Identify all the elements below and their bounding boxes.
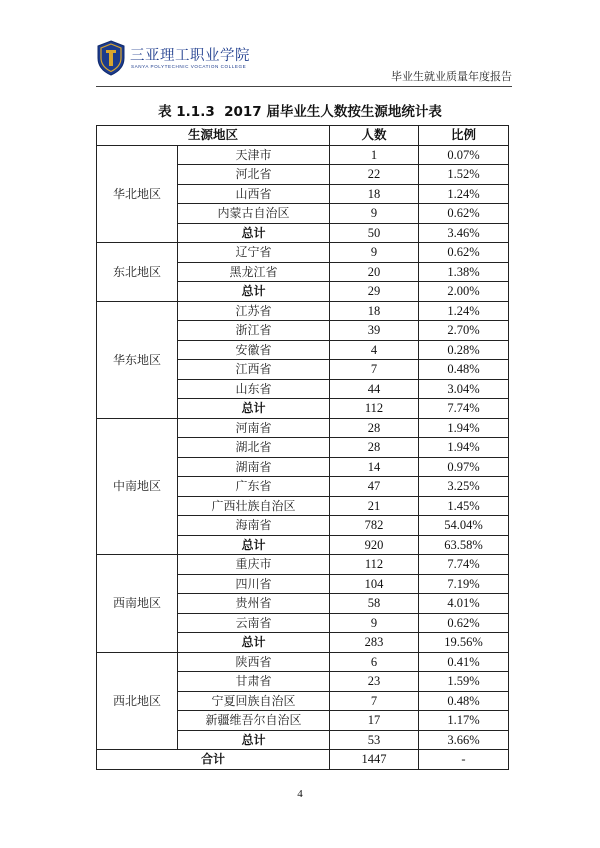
subtotal-ratio: 3.46% bbox=[419, 223, 509, 243]
header-divider bbox=[96, 86, 512, 87]
graduate-ratio: 1.94% bbox=[419, 438, 509, 458]
province-name: 江西省 bbox=[178, 360, 330, 380]
graduate-ratio: 0.07% bbox=[419, 145, 509, 165]
subtotal-count: 283 bbox=[330, 633, 419, 653]
province-name: 浙江省 bbox=[178, 321, 330, 341]
subtotal-ratio: 7.74% bbox=[419, 399, 509, 419]
region-name: 华东地区 bbox=[97, 301, 178, 418]
province-name: 湖南省 bbox=[178, 457, 330, 477]
province-name: 海南省 bbox=[178, 516, 330, 536]
province-name: 天津市 bbox=[178, 145, 330, 165]
graduate-count: 4 bbox=[330, 340, 419, 360]
graduate-count: 20 bbox=[330, 262, 419, 282]
subtotal-count: 50 bbox=[330, 223, 419, 243]
table-row bbox=[97, 145, 509, 165]
region-name: 华北地区 bbox=[97, 145, 178, 243]
graduate-ratio: 1.52% bbox=[419, 165, 509, 185]
province-name: 山西省 bbox=[178, 184, 330, 204]
graduate-count: 9 bbox=[330, 243, 419, 263]
province-name: 内蒙古自治区 bbox=[178, 204, 330, 224]
province-name: 贵州省 bbox=[178, 594, 330, 614]
graduate-count: 9 bbox=[330, 613, 419, 633]
graduate-ratio: 1.17% bbox=[419, 711, 509, 731]
graduate-count: 47 bbox=[330, 477, 419, 497]
graduate-ratio: 0.97% bbox=[419, 457, 509, 477]
graduate-count: 21 bbox=[330, 496, 419, 516]
province-name: 河北省 bbox=[178, 165, 330, 185]
graduate-count: 28 bbox=[330, 418, 419, 438]
province-name: 山东省 bbox=[178, 379, 330, 399]
subtotal-ratio: 63.58% bbox=[419, 535, 509, 555]
province-name: 安徽省 bbox=[178, 340, 330, 360]
graduate-ratio: 2.70% bbox=[419, 321, 509, 341]
graduate-count: 7 bbox=[330, 360, 419, 380]
region-name: 西北地区 bbox=[97, 652, 178, 750]
province-name: 河南省 bbox=[178, 418, 330, 438]
grand-total-count: 1447 bbox=[330, 750, 419, 770]
graduate-ratio: 0.48% bbox=[419, 360, 509, 380]
subtotal-label: 总计 bbox=[178, 633, 330, 653]
graduate-count: 7 bbox=[330, 691, 419, 711]
table-row bbox=[97, 652, 509, 672]
column-header-ratio: 比例 bbox=[419, 126, 509, 146]
subtotal-label: 总计 bbox=[178, 282, 330, 302]
province-name: 重庆市 bbox=[178, 555, 330, 575]
college-logo-icon bbox=[96, 40, 126, 76]
graduate-ratio: 7.74% bbox=[419, 555, 509, 575]
graduate-ratio: 0.62% bbox=[419, 613, 509, 633]
graduate-ratio: 1.59% bbox=[419, 672, 509, 692]
graduate-ratio: 54.04% bbox=[419, 516, 509, 536]
grand-total-label: 合计 bbox=[97, 750, 330, 770]
province-name: 甘肃省 bbox=[178, 672, 330, 692]
graduate-count: 782 bbox=[330, 516, 419, 536]
subtotal-label: 总计 bbox=[178, 535, 330, 555]
graduate-ratio: 1.24% bbox=[419, 301, 509, 321]
subtotal-label: 总计 bbox=[178, 399, 330, 419]
province-name: 黑龙江省 bbox=[178, 262, 330, 282]
graduate-count: 112 bbox=[330, 555, 419, 575]
table-caption bbox=[0, 100, 600, 120]
subtotal-count: 112 bbox=[330, 399, 419, 419]
graduate-count: 23 bbox=[330, 672, 419, 692]
graduate-count: 18 bbox=[330, 184, 419, 204]
table-body bbox=[97, 145, 509, 769]
page-header bbox=[96, 40, 512, 86]
table-row bbox=[97, 243, 509, 263]
graduate-ratio: 0.48% bbox=[419, 691, 509, 711]
province-name: 湖北省 bbox=[178, 438, 330, 458]
province-name: 广西壮族自治区 bbox=[178, 496, 330, 516]
graduate-count: 18 bbox=[330, 301, 419, 321]
subtotal-count: 29 bbox=[330, 282, 419, 302]
region-name: 中南地区 bbox=[97, 418, 178, 555]
province-name: 辽宁省 bbox=[178, 243, 330, 263]
province-name: 云南省 bbox=[178, 613, 330, 633]
graduate-ratio: 1.45% bbox=[419, 496, 509, 516]
column-header-count: 人数 bbox=[330, 126, 419, 146]
subtotal-label: 总计 bbox=[178, 730, 330, 750]
graduate-count: 28 bbox=[330, 438, 419, 458]
graduate-ratio: 0.62% bbox=[419, 204, 509, 224]
graduates-by-origin-table bbox=[96, 125, 509, 770]
subtotal-ratio: 2.00% bbox=[419, 282, 509, 302]
report-title: 毕业生就业质量年度报告 bbox=[391, 70, 512, 83]
school-name-english: SANYA POLYTECHNIC VOCATION COLLEGE bbox=[131, 64, 247, 69]
province-name: 宁夏回族自治区 bbox=[178, 691, 330, 711]
table-number: 表 1.1.3 bbox=[158, 104, 215, 120]
subtotal-count: 53 bbox=[330, 730, 419, 750]
subtotal-ratio: 3.66% bbox=[419, 730, 509, 750]
graduate-ratio: 7.19% bbox=[419, 574, 509, 594]
subtotal-ratio: 19.56% bbox=[419, 633, 509, 653]
graduate-ratio: 1.94% bbox=[419, 418, 509, 438]
subtotal-label: 总计 bbox=[178, 223, 330, 243]
table-row bbox=[97, 555, 509, 575]
table-row bbox=[97, 301, 509, 321]
region-name: 东北地区 bbox=[97, 243, 178, 302]
graduate-ratio: 4.01% bbox=[419, 594, 509, 614]
graduate-count: 9 bbox=[330, 204, 419, 224]
graduate-ratio: 3.04% bbox=[419, 379, 509, 399]
graduate-count: 1 bbox=[330, 145, 419, 165]
table-row bbox=[97, 418, 509, 438]
grand-total-ratio: - bbox=[419, 750, 509, 770]
province-name: 江苏省 bbox=[178, 301, 330, 321]
table-header-row bbox=[97, 126, 509, 146]
graduate-count: 44 bbox=[330, 379, 419, 399]
region-name: 西南地区 bbox=[97, 555, 178, 653]
graduate-count: 39 bbox=[330, 321, 419, 341]
table-title-text: 2017 届毕业生人数按生源地统计表 bbox=[224, 104, 442, 120]
grand-total-row bbox=[97, 750, 509, 770]
page-number: 4 bbox=[297, 788, 303, 800]
graduate-ratio: 0.62% bbox=[419, 243, 509, 263]
graduate-count: 22 bbox=[330, 165, 419, 185]
graduate-ratio: 0.41% bbox=[419, 652, 509, 672]
graduate-ratio: 1.24% bbox=[419, 184, 509, 204]
province-name: 新疆维吾尔自治区 bbox=[178, 711, 330, 731]
graduate-ratio: 1.38% bbox=[419, 262, 509, 282]
graduate-count: 6 bbox=[330, 652, 419, 672]
graduate-ratio: 0.28% bbox=[419, 340, 509, 360]
graduate-count: 17 bbox=[330, 711, 419, 731]
province-name: 广东省 bbox=[178, 477, 330, 497]
subtotal-count: 920 bbox=[330, 535, 419, 555]
graduate-count: 58 bbox=[330, 594, 419, 614]
graduate-ratio: 3.25% bbox=[419, 477, 509, 497]
province-name: 四川省 bbox=[178, 574, 330, 594]
graduate-count: 104 bbox=[330, 574, 419, 594]
province-name: 陕西省 bbox=[178, 652, 330, 672]
graduate-count: 14 bbox=[330, 457, 419, 477]
school-name: 三亚理工职业学院 bbox=[130, 48, 250, 64]
column-header-region: 生源地区 bbox=[97, 126, 330, 146]
